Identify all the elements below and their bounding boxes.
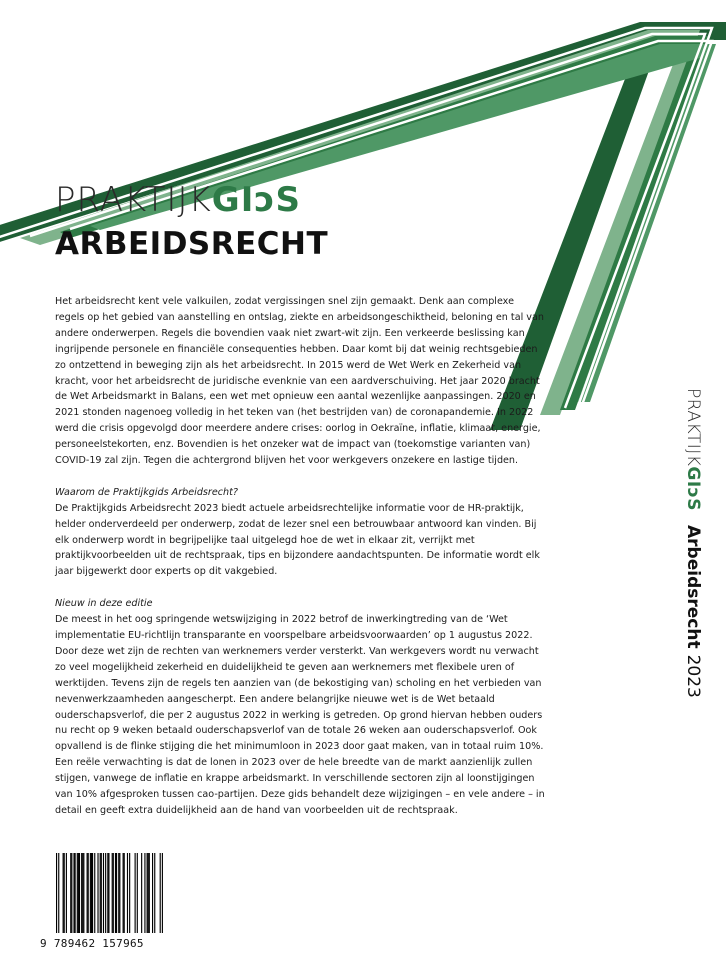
section-heading-new: Nieuw in deze editie [55, 598, 153, 610]
barcode-bar [81, 853, 82, 933]
spine-year: 2023 [683, 654, 703, 698]
barcode-bar [105, 853, 106, 933]
section-heading-why: Waarom de Praktijkgids Arbeidsrecht? [55, 486, 238, 498]
isbn-barcode [40, 853, 170, 953]
barcode-bar [127, 853, 128, 933]
barcode-bar [66, 853, 67, 933]
barcode-bar [83, 853, 84, 933]
barcode-bar [160, 853, 161, 933]
barcode-bar [107, 853, 108, 933]
barcode-bar [92, 853, 93, 933]
barcode-bar [63, 853, 64, 933]
barcode-bar [118, 853, 119, 933]
barcode-bar [103, 853, 104, 933]
new-paragraph: De meest in het oog springende wetswijziging in 2022 betrof de inwerkingtreding van de ‘Wet implementatie EU-richtlijn transparante en voorspelbare arbeidsvoorwaarden’ op 1 augustus 2022. Door deze wet zijn de rechten van werknemers verder versterkt. Van werkgevers wordt nu verwacht zo veel mogelijkheid zekerheid en duidelijkheid te geven aan werknemers met flexibele uren of werktijden. Tevens zijn de regels ten aanzien van (de bekostiging van) scholing en het verbieden van nevenwerkzaamheden aangescherpt. Een andere belangrijke nieuwe wet is de Wet betaald ouderschapsverlof, die per 2 augustus 2022 in werking is getreden. Op grond hiervan hebben ouders nu recht op 9 weken betaald ouderschapsverlof van de totale 26 weken aan ouderschapsverlof. Ook opvallend is de flinke stijging die het minimumloon in 2023 door gaat maken, van in totaal ruim 10%. Een reële verwachting is dat de lonen in 2023 over de hele breedte van de markt aanzienlijk zullen stijgen, vanwege de inflatie en krappe arbeidsmarkt. In verschillende sectoren zijn al loonstijgingen van 10% afgesproken tussen cao-partijen. Deze gids behandelt deze wijzigingen – en vele andere – in detail en geeft extra duidelijkheid aan de hand van voorbeelden uit de rechtspraak. [55, 614, 545, 816]
barcode-bar [77, 853, 78, 933]
brand-prefix: PRAKTIJK [55, 180, 212, 220]
series-brand [55, 180, 301, 220]
barcode-bar [135, 853, 136, 933]
barcode-bar [64, 853, 65, 933]
barcode-bar [147, 853, 148, 933]
barcode-bar [116, 853, 117, 933]
book-title: ARBEIDSRECHT [55, 226, 329, 262]
barcode-bars [56, 853, 164, 937]
barcode-bar [97, 853, 98, 933]
spine-title: Arbeidsrecht [683, 525, 703, 649]
barcode-bar [152, 853, 153, 933]
barcode-bar [70, 853, 71, 933]
back-cover-text [55, 294, 545, 819]
barcode-bar [56, 853, 57, 933]
spine-text [680, 388, 706, 698]
barcode-bar [75, 853, 76, 933]
barcode-bar [119, 853, 120, 933]
barcode-bar [82, 853, 83, 933]
spine-brand-accent: GIᴐS [683, 466, 703, 512]
barcode-bar [71, 853, 72, 933]
barcode-bar [73, 853, 74, 933]
why-paragraph: De Praktijkgids Arbeidsrecht 2023 biedt actuele arbeidsrechtelijke informatie voor de HR-praktijk, helder onderverdeeld per onderwerp, zodat de lezer snel een betrouwbaar antwoord kan vinden. Bij elk onderwerp wordt in begrijpelijke taal uitgelegd hoe de wet in elkaar zit, verrijkt met praktijkvoorbeelden uit de rechtspraak, tips en bijzondere aandachtspunten. De informatie wordt elk jaar bijgewerkt door experts op dit vakgebied. [55, 502, 540, 578]
barcode-bar [87, 853, 88, 933]
brand-accent: GIᴐS [211, 180, 301, 220]
book-spine [676, 388, 726, 718]
barcode-bar [129, 853, 130, 933]
barcode-bar [141, 853, 142, 933]
barcode-bar [137, 853, 138, 933]
spine-brand [683, 388, 703, 511]
barcode-bar [115, 853, 116, 933]
barcode-bar [101, 853, 102, 933]
barcode-bar [113, 853, 114, 933]
barcode-bar [148, 853, 149, 933]
barcode-bar [79, 853, 80, 933]
barcode-bar [88, 853, 89, 933]
barcode-bar [91, 853, 92, 933]
intro-paragraph: Het arbeidsrecht kent vele valkuilen, zodat vergissingen snel zijn gemaakt. Denk aan complexe regels op het gebied van aanstelling en ontslag, ziekte en arbeidsongeschiktheid, beloning en tal van andere onderwerpen. Regels die bovendien vaak niet zwart-wit zijn. Een verkeerde beslissing kan ingrijpende personele en financiële consequenties hebben. Daar komt bij dat weinig rechtsgebieden zo ontzettend in beweging zijn als het arbeidsrecht. In 2015 werd de Wet Werk en Zekerheid van kracht, voor het arbeidsrecht de juridische evenknie van een aardverschuiving. Het jaar 2020 bracht de Wet Arbeidsmarkt in Balans, een wet met opnieuw een aantal wezenlijke aanpassingen. 2020 en 2021 stonden nagenoeg volledig in het teken van (het bestrijden van) de coronapandemie. In 2022 werd die crisis opgevolgd door meerdere andere crises: oorlog in Oekraïne, inflatie, klimaat, energie, personeelstekorten, enz. Bovendien is het onzeker wat de impact van (toekomstige varianten van) COVID-19 zal zijn. Tegen die achtergrond blijven het voor werkgevers onzekere en lastige tijden. [55, 296, 544, 467]
barcode-bar [94, 853, 95, 933]
barcode-bar [108, 853, 109, 933]
barcode-bar [162, 853, 163, 933]
barcode-bar [78, 853, 79, 933]
barcode-bar [149, 853, 150, 933]
barcode-bar [100, 853, 101, 933]
spine-brand-prefix: PRAKTIJK [683, 388, 703, 467]
barcode-bar [123, 853, 124, 933]
barcode-bar [112, 853, 113, 933]
barcode-bar [144, 853, 145, 933]
barcode-bar [124, 853, 125, 933]
barcode-bar [58, 853, 59, 933]
barcode-bar [90, 853, 91, 933]
isbn-number: 9 789462 157965 [40, 937, 144, 950]
barcode-bar [154, 853, 155, 933]
